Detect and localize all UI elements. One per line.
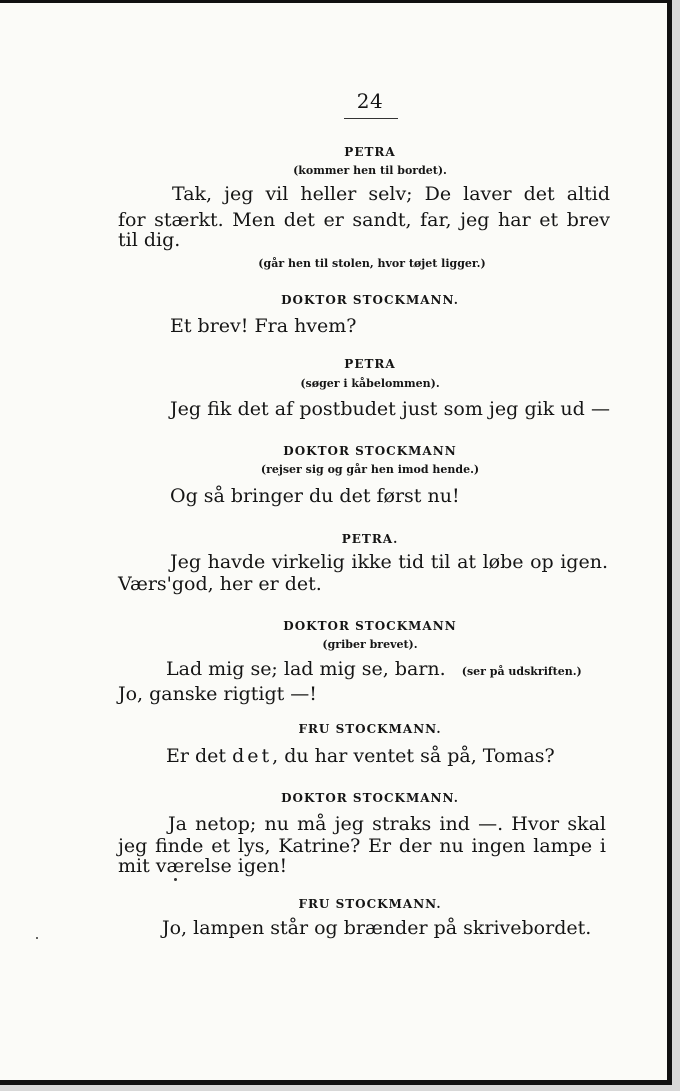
dialogue-line: jeg finde et lys, Katrine? Er der nu ingen lampe i xyxy=(118,835,606,857)
speaker-petra: PETRA xyxy=(344,357,396,371)
speaker-doktor-stockmann: DOKTOR STOCKMANN xyxy=(283,619,457,633)
dialogue-line: Jeg fik det af postbudet just som jeg gik ud — xyxy=(170,398,610,420)
dialogue-line: Et brev! Fra hvem? xyxy=(170,315,357,337)
inline-stage-direction: (ser på udskriften.) xyxy=(461,665,582,678)
stage-direction: (griber brevet). xyxy=(322,638,418,651)
speaker-fru-stockmann: FRU STOCKMANN. xyxy=(298,897,442,911)
page-number-rule xyxy=(344,118,398,119)
dialogue-line: Jo, lampen står og brænder på skrivebordet. xyxy=(162,917,592,939)
dialogue-text: Lad mig se; lad mig se, barn. xyxy=(166,658,446,680)
speaker-doktor-stockmann: DOKTOR STOCKMANN xyxy=(283,444,457,458)
dialogue-text: Er det xyxy=(166,745,233,767)
dialogue-line xyxy=(166,658,582,680)
dialogue-text: , du har ventet så på, Tomas? xyxy=(272,745,555,767)
dialogue-line xyxy=(166,745,555,767)
dialogue-line: for stærkt. Men det er sandt, far, jeg har et brev xyxy=(118,209,610,231)
speaker-petra: PETRA xyxy=(344,145,396,159)
dialogue-line: Jeg havde virkelig ikke tid til at løbe op igen. xyxy=(170,551,608,573)
dialogue-line: til dig. xyxy=(118,229,181,251)
stage-direction: (rejser sig og går hen imod hende.) xyxy=(260,463,480,476)
print-speck xyxy=(36,937,38,939)
dialogue-line: mit værelse igen! xyxy=(118,855,288,877)
speaker-fru-stockmann: FRU STOCKMANN. xyxy=(298,722,442,736)
dialogue-line: Jo, ganske rigtigt —! xyxy=(118,683,317,705)
print-speck xyxy=(174,878,177,881)
dialogue-line: Tak, jeg vil heller selv; De laver det altid xyxy=(172,183,610,205)
dialogue-line: Værs'god, her er det. xyxy=(118,573,322,595)
emphasized-word: det xyxy=(232,745,273,767)
dialogue-line: Og så bringer du det først nu! xyxy=(170,485,460,507)
stage-direction: (kommer hen til bordet). xyxy=(293,164,447,177)
page-number: 24 xyxy=(356,89,384,113)
speaker-petra: PETRA. xyxy=(341,532,399,546)
speaker-doktor-stockmann: DOKTOR STOCKMANN. xyxy=(281,293,459,307)
dialogue-line: Ja netop; nu må jeg straks ind —. Hvor skal xyxy=(168,813,606,835)
speaker-doktor-stockmann: DOKTOR STOCKMANN. xyxy=(281,791,459,805)
stage-direction: (går hen til stolen, hvor tøjet ligger.) xyxy=(258,257,486,270)
stage-direction: (søger i kåbelommen). xyxy=(300,377,440,390)
